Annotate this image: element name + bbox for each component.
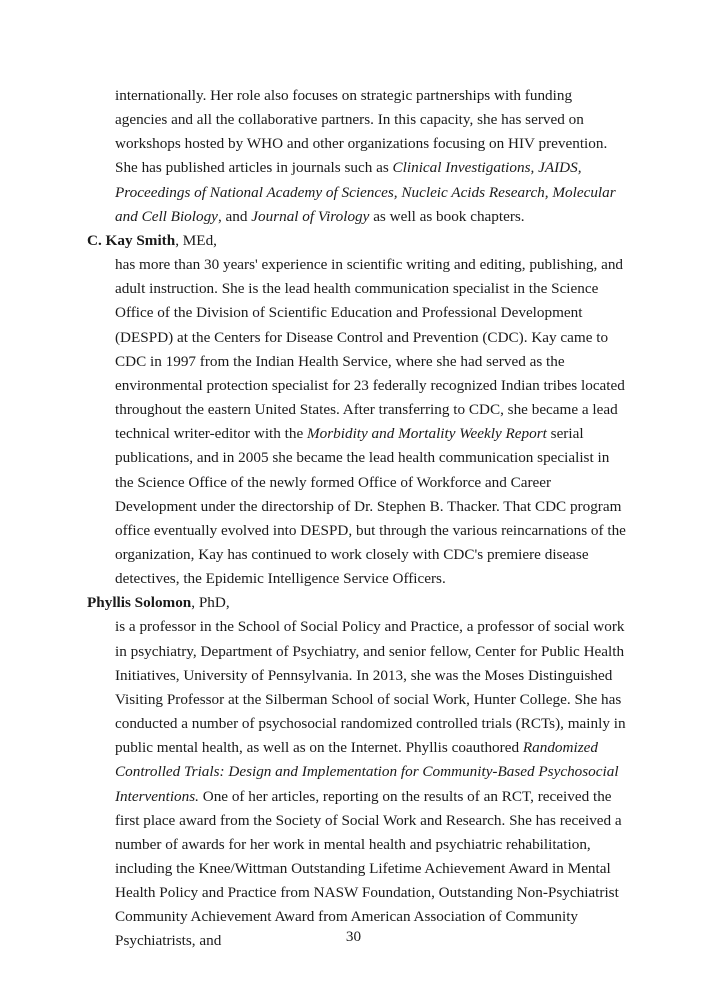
bio-text-2: serial publications, and in 2005 she became the lead health communication specialist in the Science Office of the newly formed Office of Workforce and Career Development under the directorship of Dr. Stephen B. Thacker. That CDC program office eventually evolved into DESPD, but through the various reincarnations of the organization, Kay has continued to work closely with CDC's premiere disease detectives, the Epidemic Intelligence Service Officers.: [115, 425, 626, 588]
author-name: Phyllis Solomon: [87, 594, 192, 612]
bio-paragraph-solomon: [115, 615, 627, 953]
continuation-text-3: as well as book chapters.: [369, 207, 525, 225]
book-title: Randomized Controlled Trials: Design and Implementation for Community-Based Psychosocial Interventions.: [115, 739, 619, 805]
bio-text-1: is a professor in the School of Social Policy and Practice, a professor of social work in psychiatry, Department of Psychiatry, and senior fellow, Center for Public Health Initiatives, University of Pennsylvania. In 2013, she was the Moses Distinguished Visiting Professor at the Silberman School of social Work, Hunter College. She has conducted a number of psychosocial randomized controlled trials (RCTs), mainly in public mental health, as well as on the Internet. Phyllis coauthored: [115, 618, 626, 757]
document-body: [87, 84, 627, 954]
bio-paragraph-smith: [115, 253, 627, 591]
continuation-text-1: internationally. Her role also focuses on strategic partnerships with funding agencies and all the collaborative partners. In this capacity, she has served on workshops hosted by WHO and other organizations focusing on HIV prevention. She has published articles in journals such as: [115, 87, 608, 177]
author-name: C. Kay Smith: [87, 231, 176, 249]
entry-heading-solomon: [87, 591, 627, 615]
bio-text-1: has more than 30 years' experience in scientific writing and editing, publishing, and adult instruction. She is the lead health communication specialist in the Science Office of the Division of Scientific Education and Professional Development (DESPD) at the Centers for Disease Control and Prevention (CDC). Kay came to CDC in 1997 from the Indian Health Service, where she had served as the environmental protection specialist for 23 federally recognized Indian tribes located throughout the eastern United States. After transferring to CDC, she became a lead technical writer-editor with the: [115, 256, 625, 443]
author-credential: , MEd,: [175, 231, 217, 249]
entry-heading-smith: [87, 229, 627, 253]
publication-title: Morbidity and Mortality Weekly Report: [307, 425, 547, 443]
page-number: 30: [345, 928, 362, 945]
journal-title: Journal of Virology: [251, 207, 370, 225]
journal-list: Clinical Investigations, JAIDS, Proceedings of National Academy of Sciences, Nucleic Acids Research, Molecular and Cell Biology: [115, 159, 616, 225]
bio-text-2: One of her articles, reporting on the results of an RCT, received the first place award from the Society of Social Work and Research. She has received a number of awards for her work in mental health and psychiatric rehabilitation, including the Knee/Wittman Outstanding Lifetime Achievement Award in Mental Health Policy and Practice from NASW Foundation, Outstanding Non-Psychiatrist Community Achievement Award from American Association of Community Psychiatrists, and: [115, 787, 622, 950]
author-credential: , PhD,: [191, 594, 230, 612]
continuation-paragraph: [115, 84, 627, 229]
continuation-text-2: , and: [217, 207, 252, 225]
